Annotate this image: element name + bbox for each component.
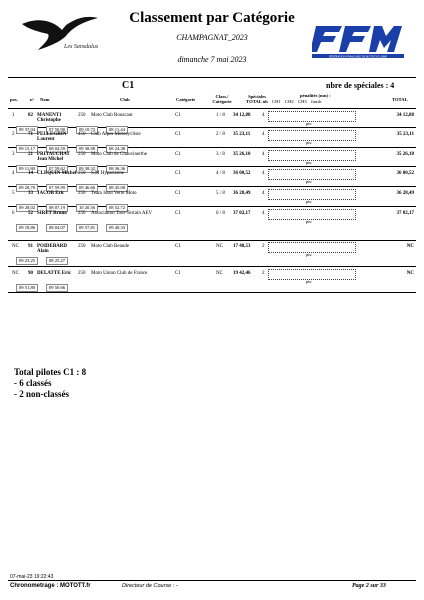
rider-category: C1 [175, 113, 181, 118]
rider-name: PRITAUCHAT [37, 152, 70, 157]
rider-cc: 450 [78, 132, 86, 137]
rider-specials-nb: 4 [262, 191, 265, 196]
col-penalites: pénalités (mn) : [300, 93, 331, 98]
rider-class: 6 / 8 [216, 211, 225, 216]
points-label: pts: [306, 160, 313, 165]
row-divider [8, 127, 416, 128]
points-label: pts: [306, 219, 313, 224]
rider-category: C1 [175, 171, 181, 176]
row-divider [8, 108, 416, 109]
special-time: 09 46,66 [76, 184, 98, 192]
col-total: TOTAL [392, 97, 408, 102]
rider-pos: NC [12, 271, 19, 276]
rider-class: 3 / 8 [216, 152, 225, 157]
special-time: 07 59,99 [46, 184, 68, 192]
col-pos: pos. [10, 97, 18, 102]
rider-pos: 3 [12, 152, 15, 157]
special-time: 08 07,19 [46, 204, 68, 212]
rider-club: Moto Club Beaude [91, 244, 130, 249]
rider-category: C1 [175, 244, 181, 249]
rider-num: 71 [28, 132, 33, 137]
points-label: pts: [306, 199, 313, 204]
rider-specials-nb: 2 [262, 244, 265, 249]
special-time: 09 38,98 [76, 145, 98, 153]
row-divider [8, 206, 416, 207]
summary-total: Total pilotes C1 : 8 [14, 367, 87, 377]
specials-value: 4 [390, 81, 395, 90]
rider-club: Team Issoi Verte Moto [91, 191, 137, 196]
category-divider [8, 77, 416, 78]
row-divider [8, 292, 416, 293]
special-time: 07 50,90 [46, 126, 68, 134]
rider-total: 37 02,17 [396, 211, 414, 216]
rider-club: S.M Hyparienne [91, 171, 125, 176]
col-categorie: Catégorie [176, 97, 196, 102]
rider-specials-time: 36 28,49 [233, 191, 251, 196]
special-time: 09 57,81 [76, 224, 98, 232]
rider-specials-nb: 2 [262, 271, 265, 276]
rider-first-name: Jean Michel [37, 157, 63, 162]
rider-class: 1 / 8 [216, 113, 225, 118]
special-time: 09 18,86 [16, 224, 38, 232]
rider-specials-time: 35 23,11 [233, 132, 251, 137]
rider-class: 4 / 8 [216, 171, 225, 176]
club-logo-text: Les Sansdalus [64, 44, 99, 50]
rider-total: NC [406, 271, 414, 276]
ffm-logo-caption: FÉDÉRATION FRANÇAISE DE MOTOCYCLISME [328, 55, 388, 59]
rider-pos: 1 [12, 113, 15, 118]
rider-pos: 4 [12, 171, 15, 176]
rider-name: JACOB Eric [37, 191, 65, 196]
rider-total: 34 12,88 [396, 113, 414, 118]
special-time: 08 04,07 [46, 224, 68, 232]
col-ch2: CH2 [285, 99, 294, 104]
rider-specials-time: 35 26,10 [233, 152, 251, 157]
rider-name: POIDEBARD [37, 244, 68, 249]
summary-block [14, 367, 86, 400]
specials-count [326, 81, 394, 90]
row-divider [8, 147, 416, 148]
row-divider [8, 266, 416, 267]
special-time: 08 45,08 [106, 184, 128, 192]
special-time: 09 51,80 [16, 284, 38, 292]
special-time: 10 20,56 [76, 204, 98, 212]
rider-category: C1 [175, 271, 181, 276]
rider-specials-nb: 4 [262, 152, 265, 157]
special-time: 09 11,80 [16, 165, 38, 173]
category-name: C1 [122, 80, 135, 91]
col-ch3: CH3 [298, 99, 307, 104]
col-num: n° [30, 97, 35, 102]
special-time: 08 36,36 [106, 165, 128, 173]
special-time: 09 37,04 [16, 126, 38, 134]
page-title: Classement par Catégorie [129, 10, 295, 26]
rider-specials-time: 37 02,17 [233, 211, 251, 216]
footer-chrono: Chronometrage : MOTOTT.fr [10, 583, 91, 589]
rider-num: 90 [28, 271, 33, 276]
rider-cc: 250 [78, 113, 86, 118]
rider-specials-nb: 4 [262, 113, 265, 118]
rider-category: C1 [175, 152, 181, 157]
rider-num: 21 [28, 152, 33, 157]
specials-label: nbre de spéciales : [326, 81, 389, 90]
col-class: Class./ Catégorie [212, 94, 232, 104]
rider-name: CLEQUIN Michel [37, 171, 77, 176]
col-speciales: Spéciales TOTAL nb [246, 94, 268, 104]
special-time: 08 24,38 [106, 145, 128, 153]
points-label: pts: [306, 252, 313, 257]
col-finish: finish [311, 99, 322, 104]
rider-cc: 250 [78, 152, 86, 157]
rider-num: 82 [28, 113, 33, 118]
rider-name: DELATTE Eric [37, 271, 71, 276]
row-divider [8, 186, 416, 187]
rider-pos: 5 [12, 191, 15, 196]
rider-name: SIRET Bruno [37, 211, 67, 216]
special-time: 07 59,62 [46, 165, 68, 173]
rider-club: Moto Club Bouscaut [91, 113, 133, 118]
rider-cc: 250 [78, 211, 86, 216]
rider-specials-time: 34 12,88 [233, 113, 251, 118]
rider-total: 36 28,49 [396, 191, 414, 196]
rider-category: C1 [175, 191, 181, 196]
rider-first-name: Laurent [37, 137, 55, 142]
summary-classes: - 6 classés [14, 378, 52, 388]
points-label: pts: [306, 121, 313, 126]
row-divider [8, 240, 416, 241]
rider-total: 35 26,10 [396, 152, 414, 157]
special-time: 09 10,73 [76, 126, 98, 134]
summary-non-classes: - 2 non-classés [14, 389, 70, 399]
special-time: 09 40,33 [106, 224, 128, 232]
special-time: 08 11,44 [106, 126, 128, 134]
special-time: 09 23,25 [16, 257, 38, 265]
rider-class: NC [216, 244, 223, 249]
rider-specials-time: 19 42,46 [233, 271, 251, 276]
rider-specials-nb: 4 [262, 132, 265, 137]
rider-cc: 250 [78, 244, 86, 249]
points-label: pts: [306, 140, 313, 145]
rider-specials-nb: 4 [262, 211, 265, 216]
special-time: 08 52,72 [106, 204, 128, 212]
footer-director: Directeur de Course : - [122, 583, 178, 589]
footer-divider [8, 580, 416, 581]
special-time: 09 28,02 [16, 204, 38, 212]
rider-category: C1 [175, 132, 181, 137]
rider-club: Moto Union Club de France [91, 271, 148, 276]
rider-name: PELLEGRIN [37, 132, 67, 137]
rider-num: 14 [28, 171, 33, 176]
rider-cc: 250 [78, 191, 86, 196]
footer-timestamp: 07-mai-23 19:22:43 [10, 574, 54, 580]
rider-name: MANENT1 [37, 113, 62, 118]
rider-num: 52 [28, 211, 33, 216]
rider-num: 33 [28, 191, 33, 196]
col-ch1: CH1 [272, 99, 281, 104]
rider-club: Moto Club de Chauvinerthe [91, 152, 147, 157]
rider-cc: 250 [78, 271, 86, 276]
rider-num: 91 [28, 244, 33, 249]
special-time: 09 28,70 [16, 184, 38, 192]
rider-first-name: Christophe [37, 118, 61, 123]
col-club: Club [120, 97, 130, 102]
special-time: 08 25,27 [46, 257, 68, 265]
points-label: pts: [306, 279, 313, 284]
special-time: 09 38,32 [76, 165, 98, 173]
rider-cc: 250 [78, 171, 86, 176]
rider-pos: 6 [12, 211, 15, 216]
rider-club: Club Alpes Motocycliste [91, 132, 141, 137]
special-time: 08 04,59 [46, 145, 68, 153]
rider-class: 2 / 8 [216, 132, 225, 137]
special-time: 09 15,17 [16, 145, 38, 153]
rider-total: 35 23,11 [396, 132, 414, 137]
rider-total: NC [406, 244, 414, 249]
event-name: CHAMPAGNAT_2023 [176, 33, 248, 42]
row-divider [8, 166, 416, 167]
points-label: pts: [306, 179, 313, 184]
footer-page: Page 2 sur 33 [352, 583, 386, 589]
rider-specials-time: 36 00,52 [233, 171, 251, 176]
rider-category: C1 [175, 211, 181, 216]
rider-pos: NC [12, 244, 19, 249]
rider-specials-time: 17 48,53 [233, 244, 251, 249]
rider-specials-nb: 4 [262, 171, 265, 176]
rider-total: 36 00,52 [396, 171, 414, 176]
rider-first-name: Alain [37, 249, 49, 254]
event-date: dimanche 7 mai 2023 [177, 55, 247, 64]
rider-class: NC [216, 271, 223, 276]
rider-class: 5 / 8 [216, 191, 225, 196]
rider-pos: 2 [12, 132, 15, 137]
special-time: 09 50,66 [46, 284, 68, 292]
rider-club: Association Tout-Terrain AEV [91, 211, 153, 216]
col-nom: Nom [40, 97, 50, 102]
